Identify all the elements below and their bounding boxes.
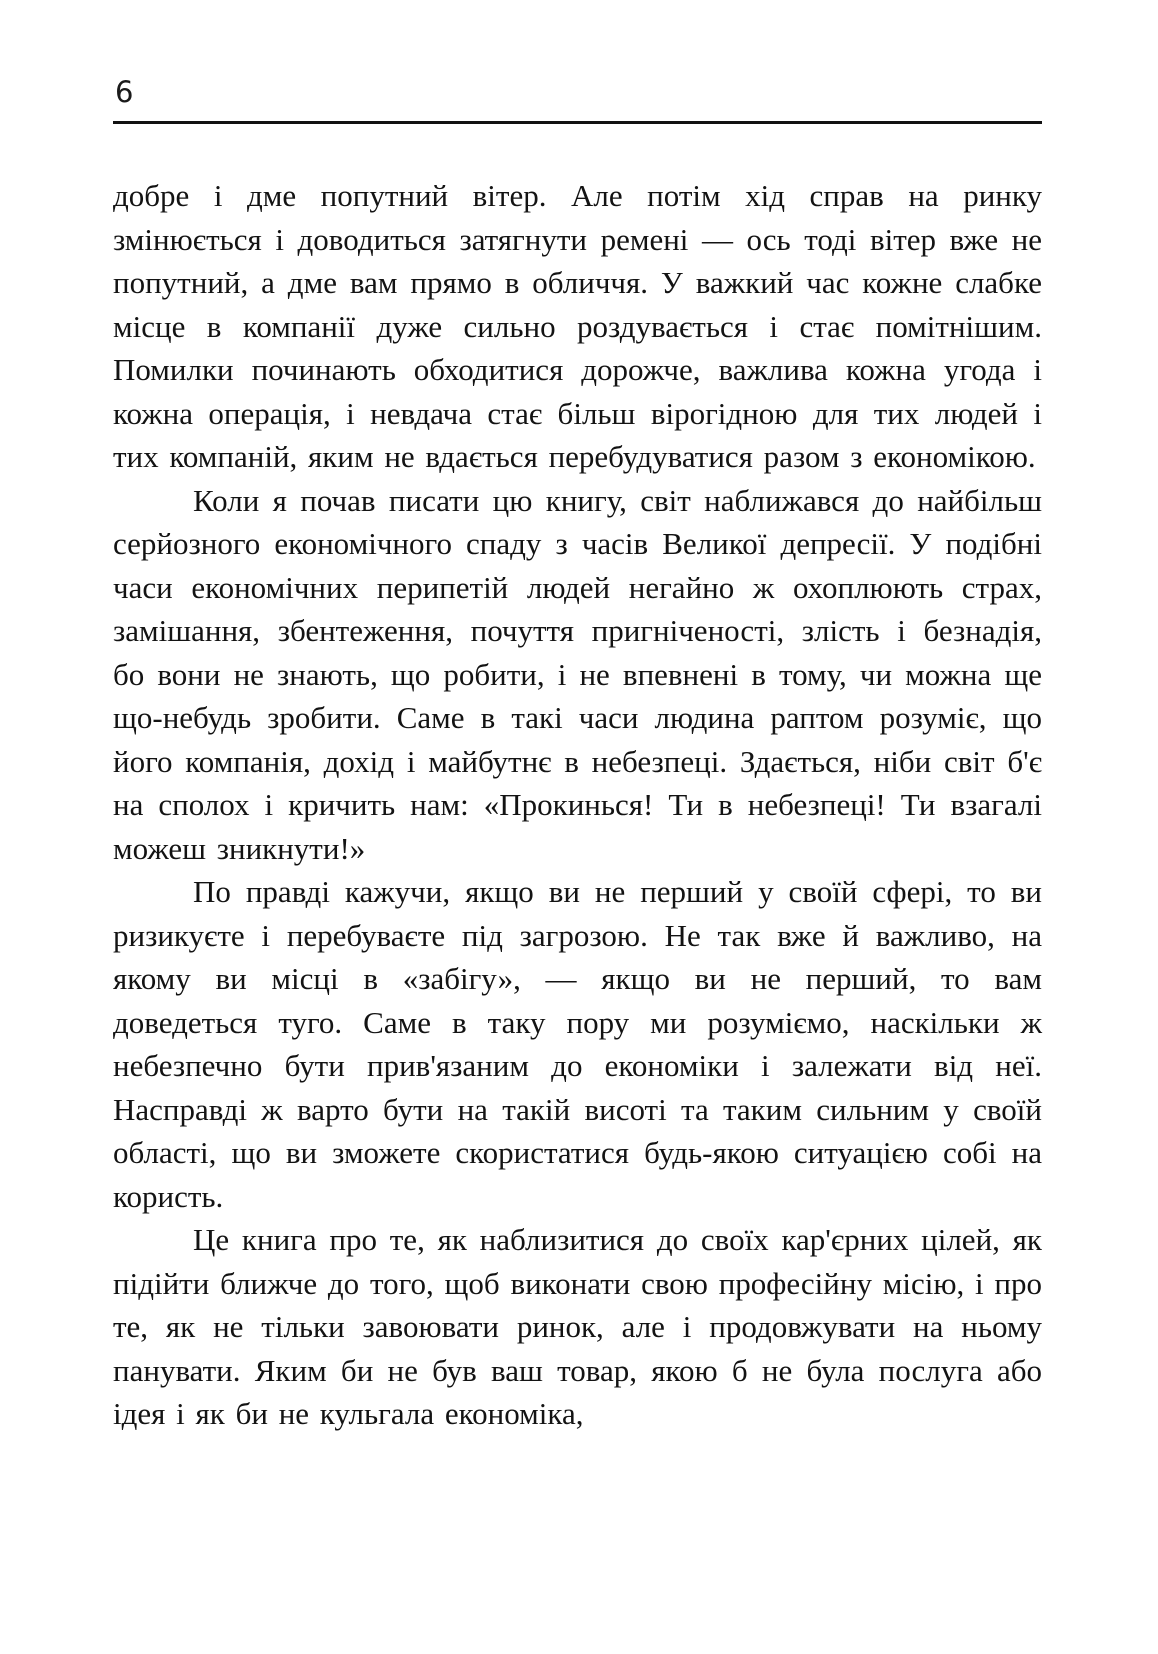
page-body [113,174,1042,1436]
paragraph: По правді кажучи, якщо ви не перший у своїй сфері, то ви ризикуєте і перебуваєте під загрозою. Не так вже й важливо, на якому ви місці в «забігу», — якщо ви не перший, то вам доведеться туго. Саме в таку пору ми розуміємо, наскільки ж небезпечно бути прив'язаним до економіки і залежати від неї. Насправді ж варто бути на такій висоті та таким сильним у своїй області, що ви зможете скористатися будь-якою ситуацією собі на користь. [113,874,1042,1214]
paragraph: Це книга про те, як наблизитися до своїх кар'єрних цілей, як підійти ближче до того, щоб виконати свою професійну місію, і про те, як не тільки завоювати ринок, але і продовжувати на ньому панувати. Яким би не був ваш товар, якою б не була послуга або ідея і як би не кульгала економіка, [113,1222,1042,1431]
paragraph: Коли я почав писати цю книгу, світ наближався до найбільш серйозного економічного спаду з часів Великої депресії. У подібні часи економічних перипетій людей негайно ж охоплюють страх, замішання, збентеження, почуття пригніченості, злість і безнадія, бо вони не знають, що робити, і не впевнені в тому, чи можна ще що-небудь зробити. Саме в такі часи людина раптом розуміє, що його компанія, дохід і майбутнє в небезпеці. Здається, ніби світ б'є на сполох і кричить нам: «Прокинься! Ти в небезпеці! Ти взагалі можеш зникнути!» [113,482,1042,866]
page-header [113,75,1042,124]
paragraph-continued: добре і дме попутний вітер. Але потім хід справ на ринку змінюється і доводиться затягнути ремені — ось тоді вітер вже не попутний, а дме вам прямо в обличчя. У важкий час кожне слабке місце в компанії дуже сильно роздувається і стає помітнішим. Помилки починають обходитися дорожче, важлива кожна угода і кожна операція, і невдача стає більш вірогідною для тих людей і тих компаній, яким не вдається перебудуватися разом з економікою. [113,178,1042,474]
page-number: 6 [115,75,134,109]
header-rule [113,121,1042,124]
